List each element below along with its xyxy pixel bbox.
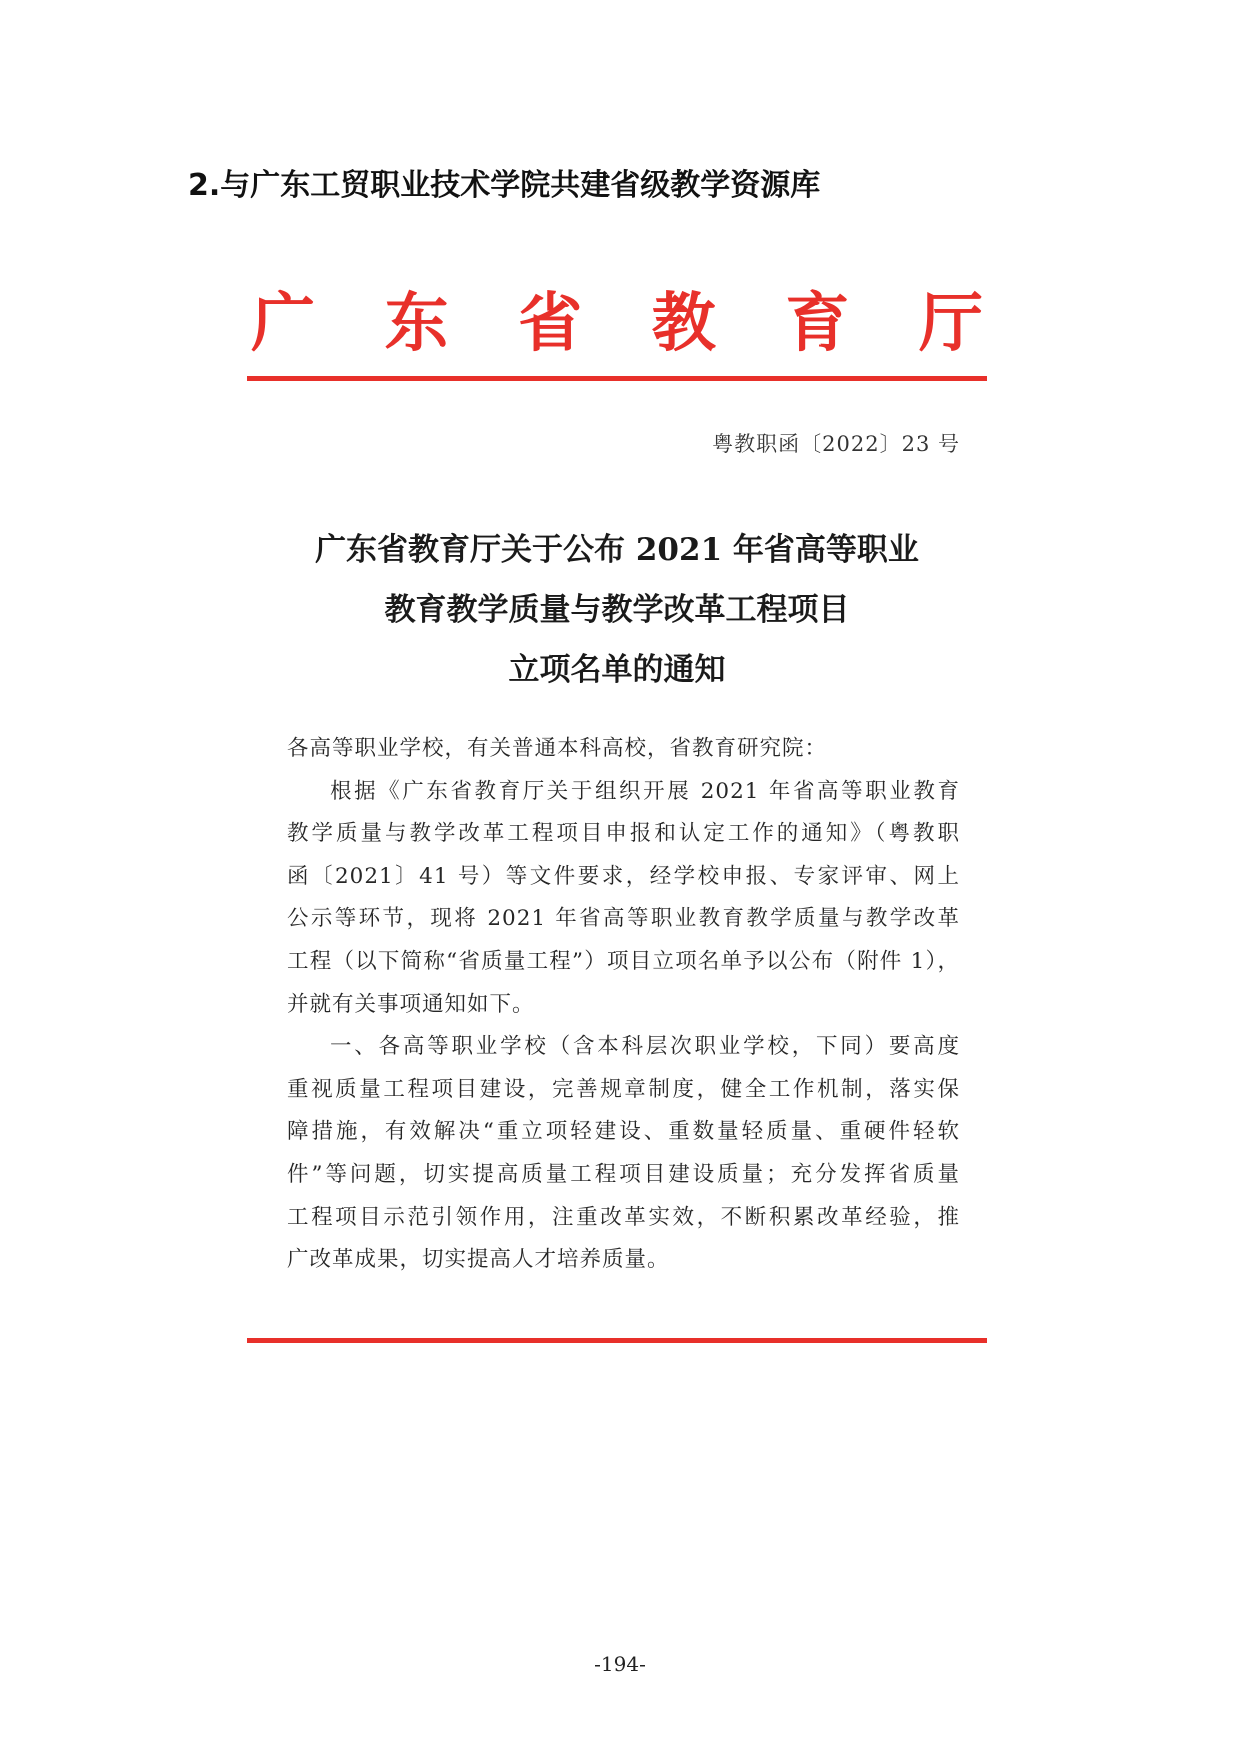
paragraph-line: 函〔2021〕41 号）等文件要求，经学校申报、专家评审、网上 [287,863,960,889]
page-number: -194- [594,1652,646,1676]
paragraph-line: 根据《广东省教育厅关于组织开展 2021 年省高等职业教育 [330,778,960,804]
letterhead-char: 省 [518,286,583,361]
document-title [247,520,987,700]
salutation: 各高等职业学校，有关普通本科高校，省教育研究院： [287,736,828,761]
footer-divider [247,1338,987,1343]
section-heading: 2.与广东工贸职业技术学院共建省级教学资源库 [188,168,821,203]
paragraph-line: 工程项目示范引领作用，注重改革实效，不断积累改革经验，推 [287,1204,960,1230]
paragraph-line: 工程（以下简称“省质量工程”）项目立项名单予以公布（附件 1）， [287,948,960,974]
document-body [287,728,960,1282]
paragraph-line: 公示等环节，现将 2021 年省高等职业教育教学质量与教学改革 [287,906,960,932]
letterhead-char: 育 [785,286,850,361]
letterhead-char: 厅 [918,286,983,361]
paragraph-line: 一、各高等职业学校（含本科层次职业学校，下同）要高度 [330,1034,960,1060]
letterhead [247,288,987,360]
title-line: 立项名单的通知 [508,652,726,688]
paragraph-line: 并就有关事项通知如下。 [287,991,535,1017]
letterhead-char: 东 [384,286,449,361]
paragraph-line: 件”等问题，切实提高质量工程项目建设质量；充分发挥省质量 [287,1161,960,1187]
paragraph-line: 广改革成果，切实提高人才培养质量。 [287,1247,670,1273]
letterhead-char: 教 [651,286,716,361]
letterhead-divider [247,376,987,381]
letterhead-char: 广 [251,286,315,361]
paragraph-line: 障措施，有效解决“重立项轻建设、重数量轻质量、重硬件轻软 [287,1119,960,1145]
document-number: 粤教职函〔2022〕23 号 [712,432,960,456]
paragraph-line: 重视质量工程项目建设，完善规章制度，健全工作机制，落实保 [287,1076,960,1102]
title-line: 教育教学质量与教学改革工程项目 [384,592,850,628]
title-line: 广东省教育厅关于公布 2021 年省高等职业 [315,532,919,568]
paragraph-line: 教学质量与教学改革工程项目申报和认定工作的通知》（粤教职 [287,821,960,847]
